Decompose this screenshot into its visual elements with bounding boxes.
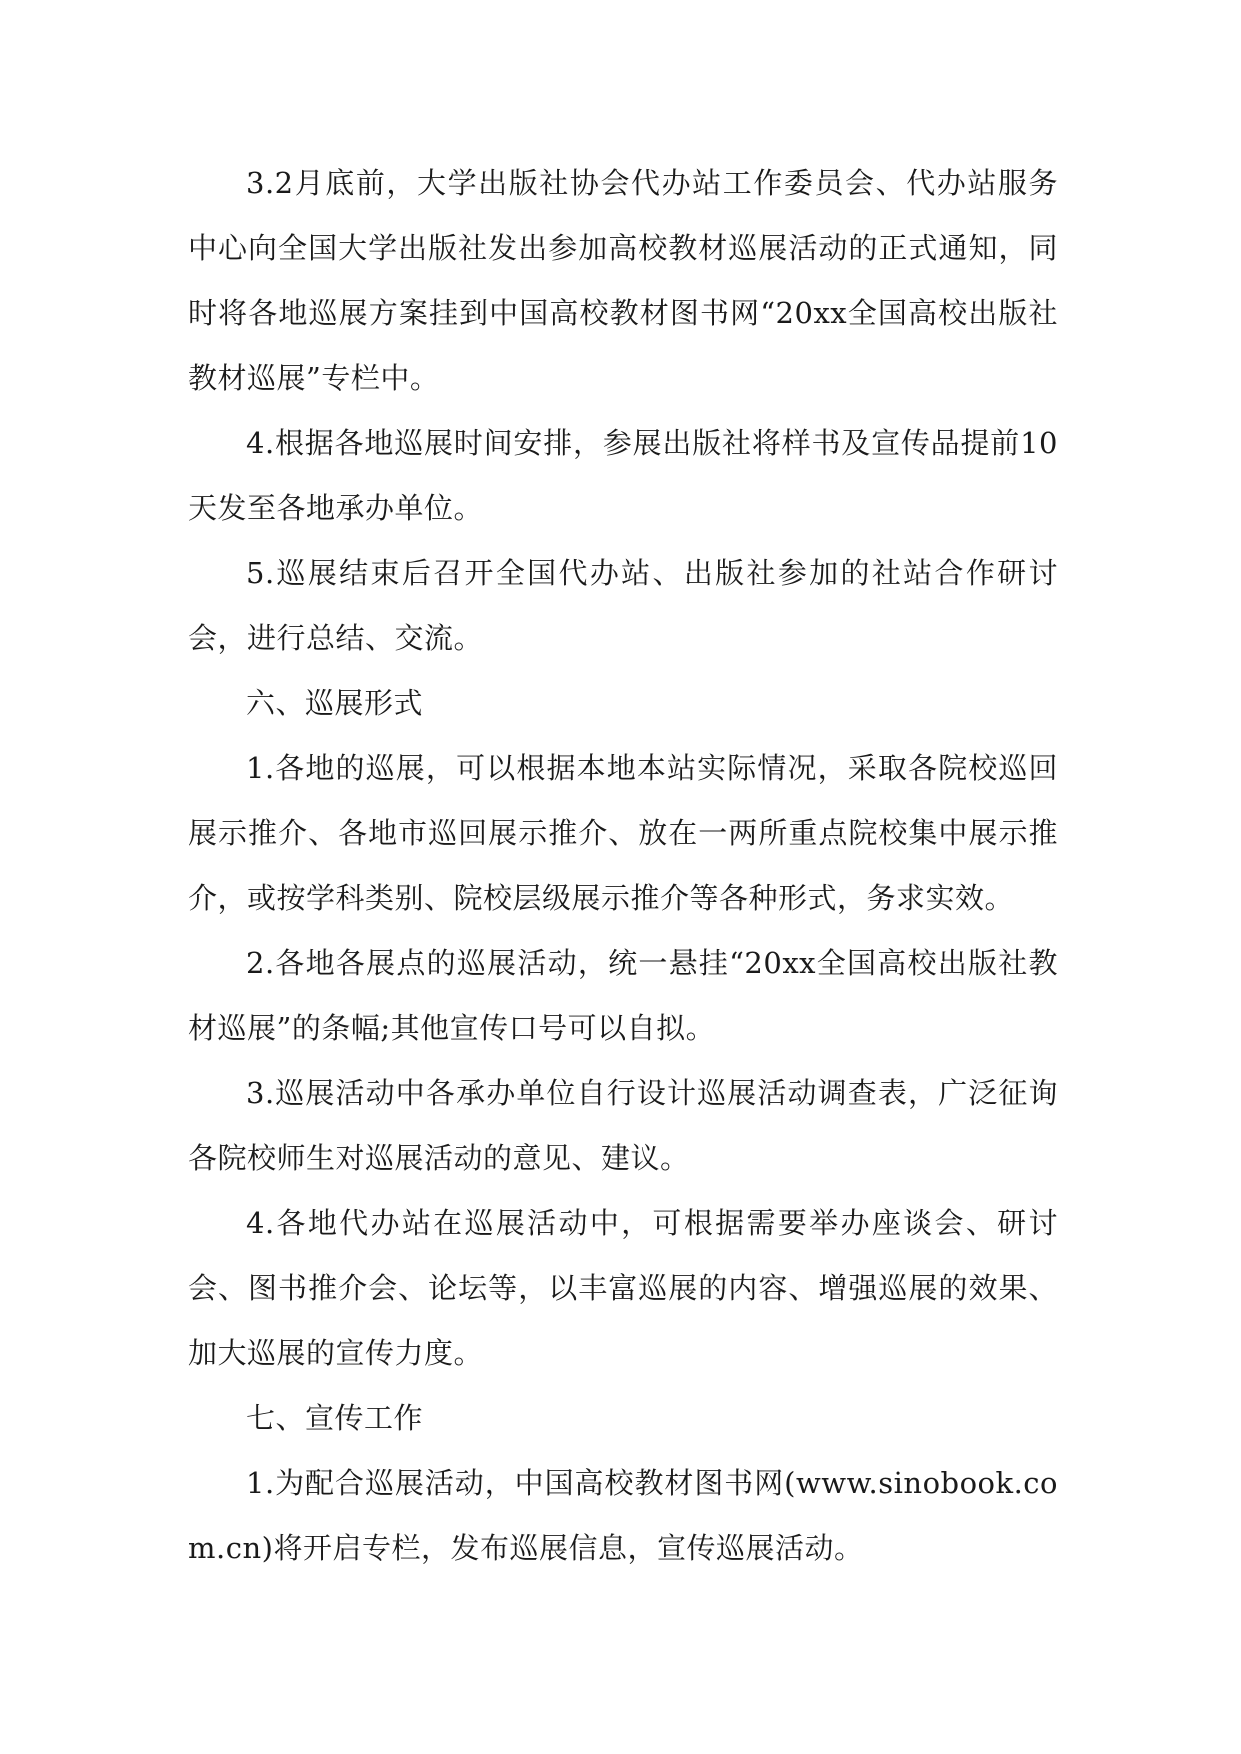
section-heading-publicity: 七、宣传工作 bbox=[246, 1401, 424, 1435]
format-item-1: 1.各地的巡展，可以根据本地本站实际情况，采取各院校巡回展示推介、各地市巡回展示推介、放在一两所重点院校集中展示推介，或按学科类别、院校层级展示推介等各种形式，务求实效。 bbox=[188, 751, 1058, 915]
paragraph-item-4: 4.根据各地巡展时间安排，参展出版社将样书及宣传品提前10天发至各地承办单位。 bbox=[188, 426, 1058, 525]
format-item-3: 3.巡展活动中各承办单位自行设计巡展活动调查表，广泛征询各院校师生对巡展活动的意见、建议。 bbox=[188, 1076, 1058, 1175]
format-item-2: 2.各地各展点的巡展活动，统一悬挂“20xx全国高校出版社教材巡展”的条幅;其他宣传口号可以自拟。 bbox=[188, 946, 1058, 1045]
document-body bbox=[188, 151, 1058, 1581]
section-heading-exhibition-format: 六、巡展形式 bbox=[246, 686, 424, 720]
paragraph-item-3: 3.2月底前，大学出版社协会代办站工作委员会、代办站服务中心向全国大学出版社发出参加高校教材巡展活动的正式通知，同时将各地巡展方案挂到中国高校教材图书网“20xx全国高校出版社教材巡展”专栏中。 bbox=[188, 166, 1058, 395]
format-item-4: 4.各地代办站在巡展活动中，可根据需要举办座谈会、研讨会、图书推介会、论坛等，以丰富巡展的内容、增强巡展的效果、加大巡展的宣传力度。 bbox=[188, 1206, 1058, 1370]
paragraph-item-5: 5.巡展结束后召开全国代办站、出版社参加的社站合作研讨会，进行总结、交流。 bbox=[188, 556, 1058, 655]
publicity-item-1: 1.为配合巡展活动，中国高校教材图书网(www.sinobook.com.cn)将开启专栏，发布巡展信息，宣传巡展活动。 bbox=[188, 1466, 1058, 1565]
